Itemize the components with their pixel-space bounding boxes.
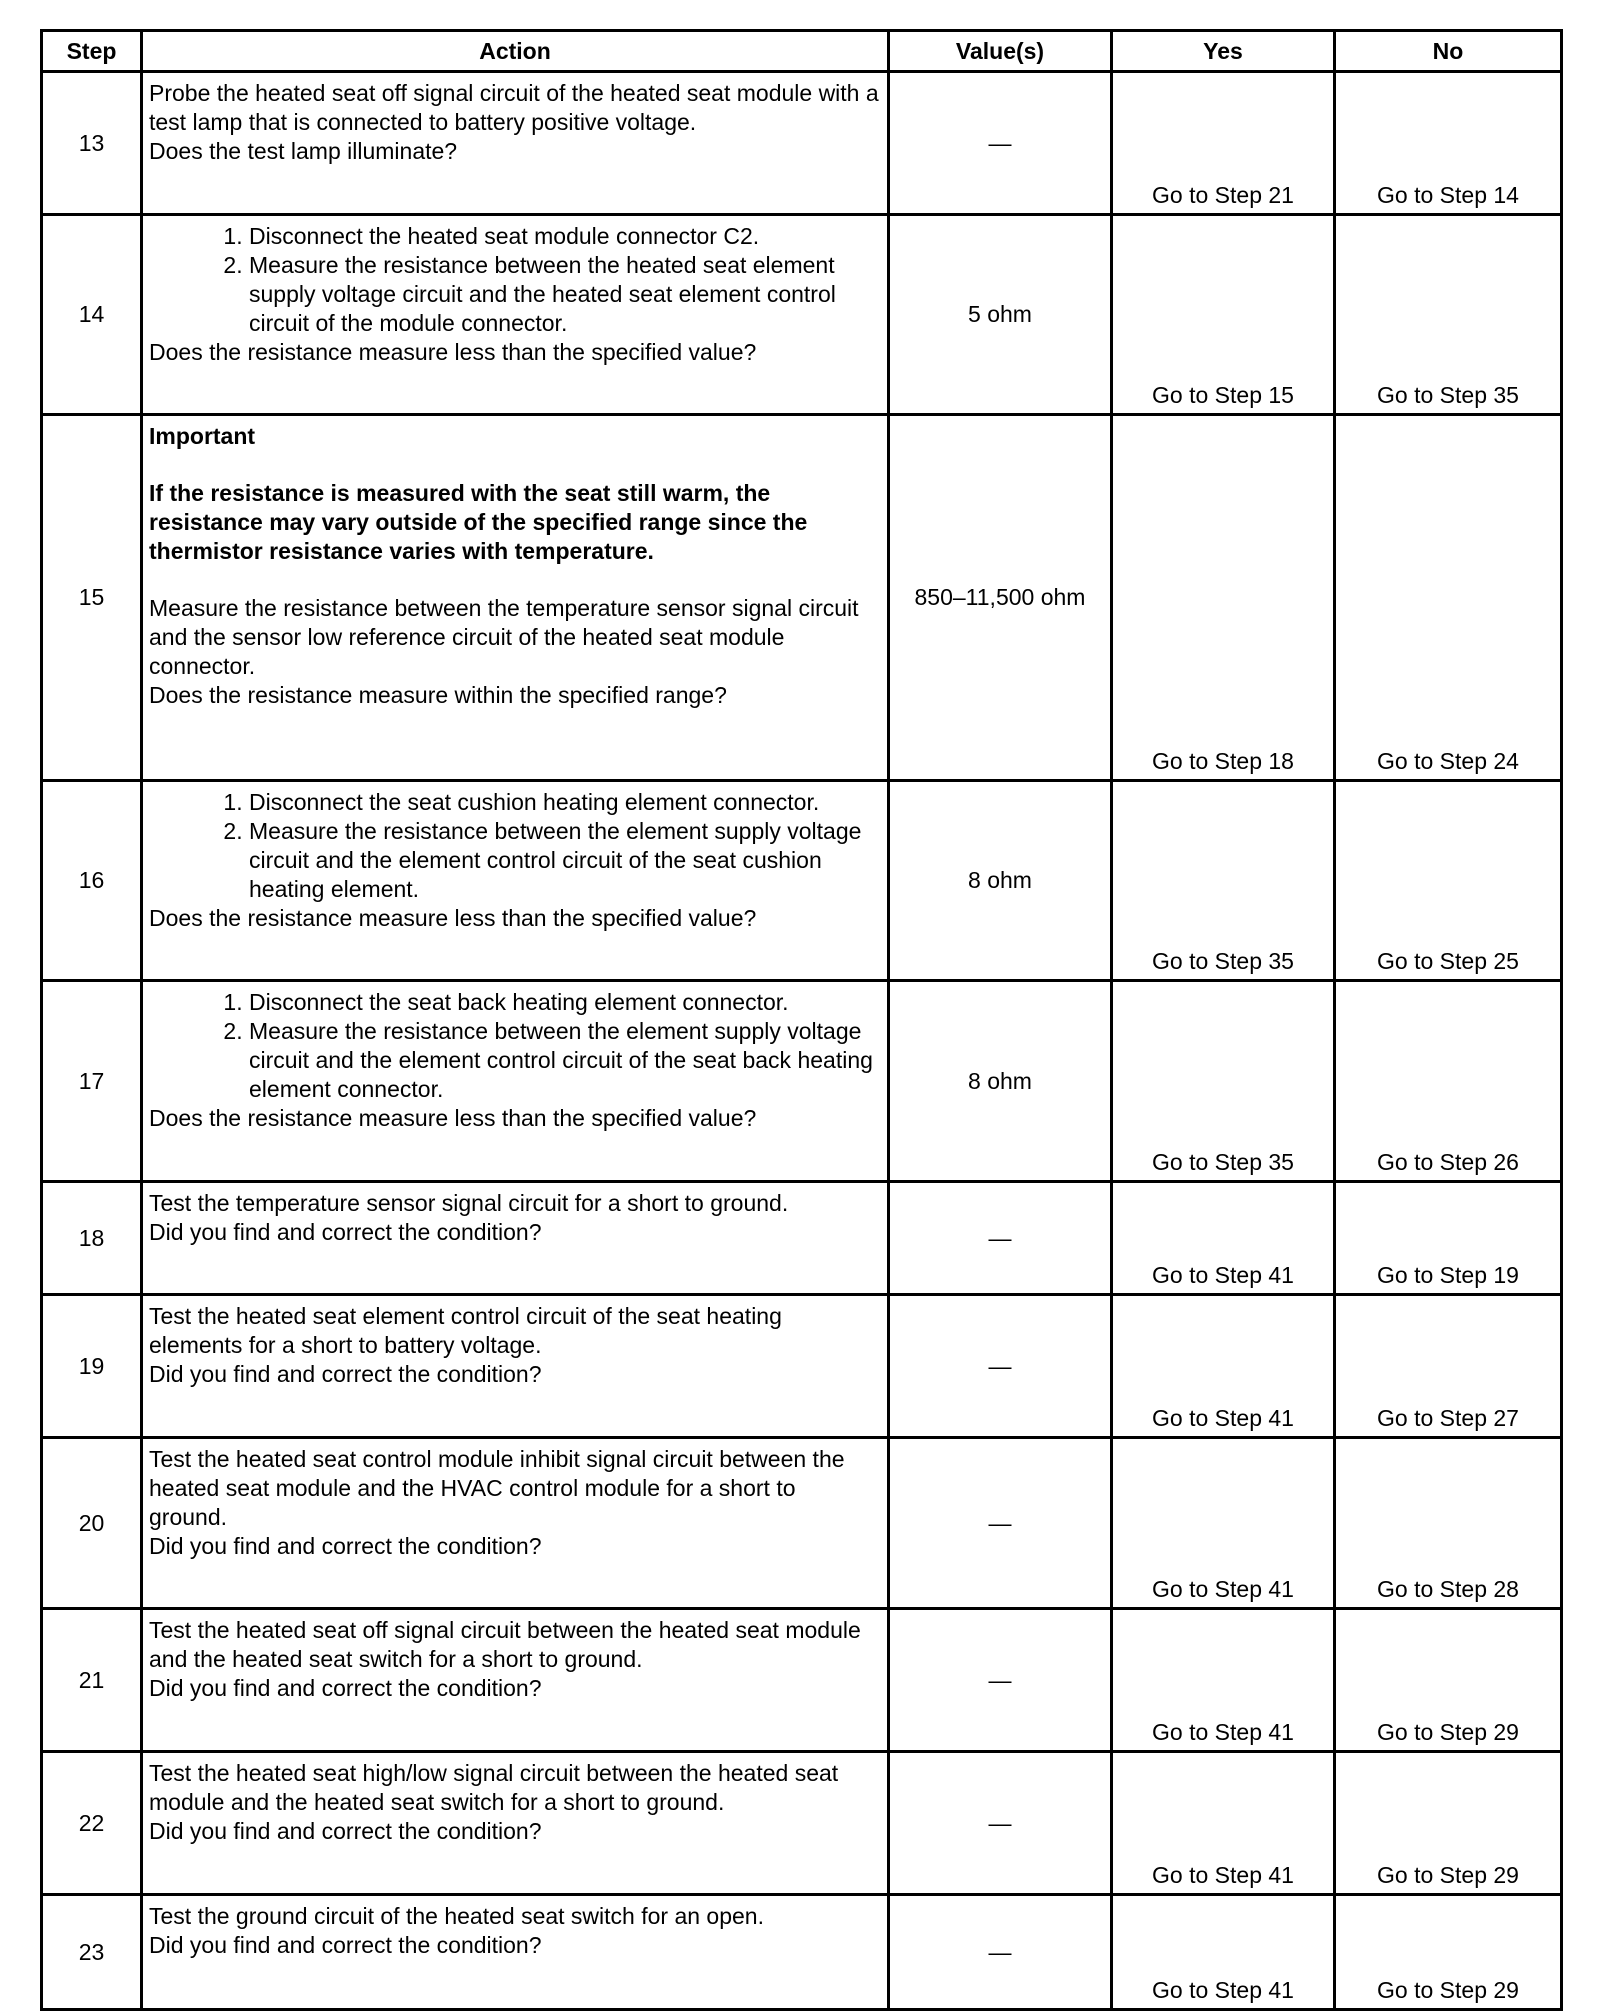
value-cell: 850–11,500 ohm (889, 415, 1112, 781)
step-number: 19 (42, 1295, 142, 1438)
action-question: Does the resistance measure within the specified range? (149, 682, 727, 708)
value-cell: — (889, 1182, 1112, 1295)
yes-cell: Go to Step 35 (1112, 981, 1335, 1182)
table-row (42, 415, 1562, 781)
action-question: Did you find and correct the condition? (149, 1675, 542, 1701)
header-values: Value(s) (889, 31, 1112, 72)
table-row (42, 1609, 1562, 1752)
action-text: Test the heated seat element control circuit of the seat heating elements for a short to battery voltage. (149, 1303, 782, 1358)
yes-cell: Go to Step 21 (1112, 72, 1335, 215)
action-text: Measure the resistance between the temperature sensor signal circuit and the sensor low reference circuit of the heated seat module connector. (149, 595, 859, 679)
action-cell (142, 215, 889, 415)
table-row (42, 72, 1562, 215)
action-question: Does the test lamp illuminate? (149, 138, 458, 164)
action-question: Did you find and correct the condition? (149, 1361, 542, 1387)
no-cell: Go to Step 24 (1335, 415, 1562, 781)
action-text: Probe the heated seat off signal circuit of the heated seat module with a test lamp that is connected to battery positive voltage. (149, 80, 879, 135)
table-row (42, 215, 1562, 415)
action-question: Did you find and correct the condition? (149, 1533, 542, 1559)
action-cell (142, 1752, 889, 1895)
action-text: Test the ground circuit of the heated seat switch for an open. (149, 1903, 764, 1929)
no-cell: Go to Step 35 (1335, 215, 1562, 415)
step-number: 17 (42, 981, 142, 1182)
action-list-item: 1. Disconnect the heated seat module connector C2. (249, 222, 879, 251)
action-cell (142, 415, 889, 781)
value-cell: — (889, 1752, 1112, 1895)
table-row (42, 981, 1562, 1182)
step-number: 13 (42, 72, 142, 215)
yes-cell: Go to Step 35 (1112, 781, 1335, 981)
header-yes: Yes (1112, 31, 1335, 72)
yes-cell: Go to Step 18 (1112, 415, 1335, 781)
yes-cell: Go to Step 15 (1112, 215, 1335, 415)
action-list (149, 222, 879, 338)
action-text: Test the temperature sensor signal circuit for a short to ground. (149, 1190, 789, 1216)
header-row (42, 31, 1562, 72)
table-row (42, 1895, 1562, 2010)
action-question: Did you find and correct the condition? (149, 1932, 542, 1958)
no-cell: Go to Step 19 (1335, 1182, 1562, 1295)
action-list (149, 988, 879, 1104)
step-number: 14 (42, 215, 142, 415)
action-list-item: 2. Measure the resistance between the heated seat element supply voltage circuit and the heated seat element control circuit of the module connector. (249, 251, 879, 338)
step-number: 15 (42, 415, 142, 781)
action-cell (142, 1295, 889, 1438)
value-cell: — (889, 1609, 1112, 1752)
no-cell: Go to Step 29 (1335, 1752, 1562, 1895)
important-label: Important (149, 423, 256, 449)
step-number: 21 (42, 1609, 142, 1752)
table-row (42, 1295, 1562, 1438)
action-cell (142, 1182, 889, 1295)
table-row (42, 1438, 1562, 1609)
value-cell: 8 ohm (889, 781, 1112, 981)
step-number: 18 (42, 1182, 142, 1295)
step-number: 23 (42, 1895, 142, 2010)
action-cell (142, 1609, 889, 1752)
action-question: Did you find and correct the condition? (149, 1219, 542, 1245)
table-row (42, 1752, 1562, 1895)
action-cell (142, 72, 889, 215)
action-question: Does the resistance measure less than the specified value? (149, 339, 757, 365)
action-list-item: 2. Measure the resistance between the element supply voltage circuit and the element control circuit of the seat cushion heating element. (249, 817, 879, 904)
action-cell (142, 781, 889, 981)
yes-cell: Go to Step 41 (1112, 1295, 1335, 1438)
action-list (149, 788, 879, 904)
step-number: 20 (42, 1438, 142, 1609)
yes-cell: Go to Step 41 (1112, 1609, 1335, 1752)
header-action: Action (142, 31, 889, 72)
value-cell: 5 ohm (889, 215, 1112, 415)
no-cell: Go to Step 29 (1335, 1609, 1562, 1752)
action-cell (142, 1895, 889, 2010)
diagnostic-table (40, 29, 1563, 2011)
no-cell: Go to Step 29 (1335, 1895, 1562, 2010)
action-list-item: 1. Disconnect the seat cushion heating element connector. (249, 788, 879, 817)
action-text: Test the heated seat off signal circuit between the heated seat module and the heated seat switch for a short to ground. (149, 1617, 861, 1672)
action-list-item: 1. Disconnect the seat back heating element connector. (249, 988, 879, 1017)
action-question: Did you find and correct the condition? (149, 1818, 542, 1844)
step-number: 22 (42, 1752, 142, 1895)
important-warning: If the resistance is measured with the seat still warm, the resistance may vary outside of the specified range since the thermistor resistance varies with temperature. (149, 480, 808, 564)
yes-cell: Go to Step 41 (1112, 1182, 1335, 1295)
no-cell: Go to Step 27 (1335, 1295, 1562, 1438)
action-cell (142, 981, 889, 1182)
value-cell: 8 ohm (889, 981, 1112, 1182)
action-cell (142, 1438, 889, 1609)
yes-cell: Go to Step 41 (1112, 1752, 1335, 1895)
action-text: Test the heated seat high/low signal circuit between the heated seat module and the heated seat switch for a short to ground. (149, 1760, 839, 1815)
table-row (42, 1182, 1562, 1295)
action-question: Does the resistance measure less than the specified value? (149, 1105, 757, 1131)
action-question: Does the resistance measure less than the specified value? (149, 905, 757, 931)
header-no: No (1335, 31, 1562, 72)
action-text: Test the heated seat control module inhibit signal circuit between the heated seat module and the HVAC control module for a short to ground. (149, 1446, 845, 1530)
value-cell: — (889, 1895, 1112, 2010)
no-cell: Go to Step 25 (1335, 781, 1562, 981)
table-row (42, 781, 1562, 981)
yes-cell: Go to Step 41 (1112, 1895, 1335, 2010)
value-cell: — (889, 1438, 1112, 1609)
no-cell: Go to Step 26 (1335, 981, 1562, 1182)
step-number: 16 (42, 781, 142, 981)
value-cell: — (889, 72, 1112, 215)
action-list-item: 2. Measure the resistance between the element supply voltage circuit and the element control circuit of the seat back heating element connector. (249, 1017, 879, 1104)
yes-cell: Go to Step 41 (1112, 1438, 1335, 1609)
no-cell: Go to Step 14 (1335, 72, 1562, 215)
no-cell: Go to Step 28 (1335, 1438, 1562, 1609)
header-step: Step (42, 31, 142, 72)
value-cell: — (889, 1295, 1112, 1438)
